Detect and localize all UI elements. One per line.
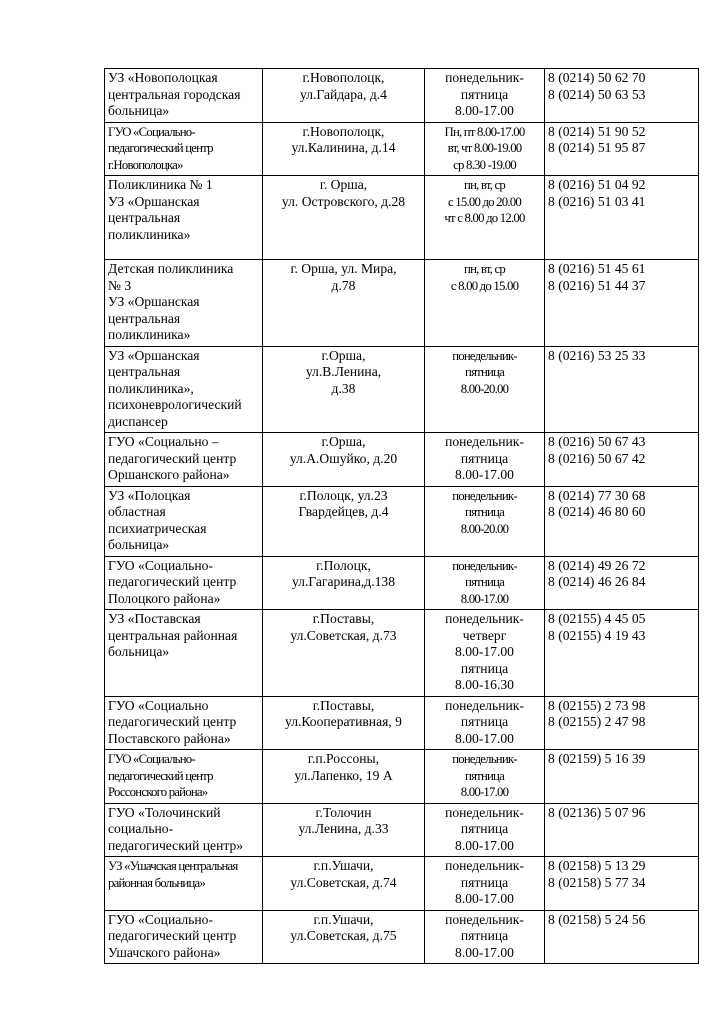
table-row <box>105 260 699 347</box>
phone-number: 8 (0216) 51 45 61 <box>548 261 646 276</box>
phone-number: 8 (0216) 51 04 92 <box>548 177 646 192</box>
institution-name-line: социально- <box>108 821 174 836</box>
phone-cell <box>545 857 699 911</box>
table-row <box>105 433 699 487</box>
institution-name-line: областная <box>108 504 166 519</box>
address-line: д.38 <box>331 380 356 396</box>
hours-line: 8.00-17.00 <box>455 467 514 482</box>
phone-number: 8 (02155) 2 73 98 <box>548 697 646 713</box>
phone-cell <box>545 260 699 347</box>
phone-cell <box>545 69 699 123</box>
hours-line: пятница <box>465 365 504 379</box>
hours-line: с 8.00 до 15.00 <box>450 278 519 293</box>
institution-name-line: центральная <box>108 310 181 326</box>
address-cell <box>263 910 425 964</box>
hours-line: понедельник- <box>445 911 524 927</box>
hours-line: 8.00-20.00 <box>460 381 509 396</box>
address-line: г.Новополоцк, <box>302 70 385 85</box>
phone-number: 8 (0216) 50 67 43 <box>548 434 646 449</box>
hours-cell <box>425 696 545 750</box>
institution-name-line: ГУО «Социально- <box>108 911 213 927</box>
institution-name-line: ГУО «Социально- <box>108 124 195 139</box>
address-line: г.п.Ушачи, <box>313 858 374 873</box>
institution-name-line: педагогический центр <box>108 928 237 943</box>
address-line: г.п.Ушачи, <box>313 911 374 927</box>
institution-name-line: УЗ «Новополоцкая <box>108 70 218 85</box>
hours-line: 8.00-17.00 <box>455 891 514 906</box>
hours-line: понедельник- <box>445 434 524 449</box>
institution-name-line: ГУО «Социально- <box>108 752 195 766</box>
phone-number: 8 (02158) 5 77 34 <box>548 874 646 890</box>
table-row <box>105 69 699 123</box>
hours-line: 8.00-16.30 <box>455 677 514 692</box>
hours-line: пятница <box>460 821 509 836</box>
hours-line: 8.00-17.00 <box>455 730 514 746</box>
phone-cell <box>545 910 699 964</box>
address-line: ул.В.Ленина, <box>305 364 382 379</box>
address-cell <box>263 69 425 123</box>
hours-line: пятница <box>460 928 509 943</box>
institution-name-line: ГУО «Социально- <box>108 557 213 573</box>
hours-line: понедельник- <box>452 488 517 503</box>
institution-name-cell <box>105 69 263 123</box>
address-line: ул.Калинина, д.14 <box>291 140 396 155</box>
address-line: ул.Советская, д.73 <box>290 627 397 643</box>
institution-name-line: центральная районная <box>108 627 238 643</box>
address-line: г.Поставы, <box>312 611 375 626</box>
address-cell <box>263 556 425 610</box>
institution-name-cell <box>105 122 263 176</box>
address-cell <box>263 803 425 857</box>
hours-line: понедельник- <box>445 611 524 626</box>
phone-cell <box>545 803 699 857</box>
phone-number: 8 (02155) 2 47 98 <box>548 714 646 729</box>
hours-line: вт, чт 8.00-19.00 <box>447 141 522 155</box>
phone-number: 8 (0214) 77 30 68 <box>548 487 646 503</box>
institution-name-line: центральная городская <box>108 86 241 102</box>
hours-line: пятница <box>465 768 504 783</box>
institution-name-cell <box>105 176 263 260</box>
table-row <box>105 610 699 697</box>
address-line: ул.Гагарина,д.138 <box>291 574 396 589</box>
address-line: г. Орша, ул. Мира, <box>290 261 397 276</box>
address-cell <box>263 610 425 697</box>
address-cell <box>263 696 425 750</box>
institution-name-cell <box>105 750 263 804</box>
hours-line: пн, вт, ср <box>464 262 505 276</box>
hours-cell <box>425 122 545 176</box>
hours-cell <box>425 610 545 697</box>
table-body <box>105 69 699 964</box>
phone-cell <box>545 750 699 804</box>
address-cell <box>263 433 425 487</box>
hours-cell <box>425 260 545 347</box>
phone-number: 8 (0216) 51 03 41 <box>548 193 646 209</box>
address-cell <box>263 346 425 433</box>
institution-name-line: Поликлиника № 1 <box>108 177 213 192</box>
table-row <box>105 910 699 964</box>
phone-number: 8 (0216) 53 25 33 <box>548 347 646 363</box>
institution-name-line: Оршанского района» <box>108 467 230 482</box>
institution-name-line: психоневрологический <box>108 397 242 412</box>
institution-name-line: поликлиника» <box>108 327 191 342</box>
hours-line: понедельник- <box>452 558 517 573</box>
hours-cell <box>425 857 545 911</box>
institution-name-line: № 3 <box>108 277 132 293</box>
address-line: г.Орша, <box>321 347 366 363</box>
institution-name-line: педагогический центр <box>108 141 213 155</box>
institution-name-cell <box>105 610 263 697</box>
address-line: ул. Островского, д.28 <box>281 193 406 209</box>
hours-cell <box>425 556 545 610</box>
address-cell <box>263 750 425 804</box>
institution-name-line: г.Новополоцка» <box>108 157 183 172</box>
hours-line: понедельник- <box>445 858 524 873</box>
hours-cell <box>425 346 545 433</box>
address-line: г.Орша, <box>321 434 366 449</box>
phone-cell <box>545 696 699 750</box>
phone-number: 8 (0214) 51 95 87 <box>548 140 646 155</box>
institution-name-line: УЗ «Оршанская <box>108 294 200 309</box>
phone-cell <box>545 556 699 610</box>
phone-number: 8 (0214) 51 90 52 <box>548 123 646 139</box>
address-line: Гвардейцев, д.4 <box>298 504 389 519</box>
address-cell <box>263 486 425 556</box>
institution-name-line: педагогический центр» <box>108 837 244 853</box>
address-line: ул.Ленина, д.33 <box>298 821 389 836</box>
hours-line: 8.00-17.00 <box>455 837 514 853</box>
phone-cell <box>545 122 699 176</box>
phone-number: 8 (0214) 49 26 72 <box>548 557 646 573</box>
hours-line: ср 8.30 -19.00 <box>453 157 516 172</box>
institution-name-line: Поставского района» <box>108 730 231 746</box>
institution-name-line: ГУО «Социально <box>108 697 209 713</box>
phone-number: 8 (02155) 4 19 43 <box>548 627 646 643</box>
hours-line: пятница <box>460 714 509 729</box>
institution-name-line: Полоцкого района» <box>108 590 221 606</box>
institutions-table <box>104 68 699 964</box>
institution-name-line: УЗ «Полоцкая <box>108 487 191 503</box>
address-line: г.Полоцк, <box>316 557 371 573</box>
hours-line: пятница <box>460 660 509 676</box>
phone-number: 8 (0214) 50 62 70 <box>548 70 646 85</box>
address-line: г.Поставы, <box>312 697 375 713</box>
institution-name-cell <box>105 556 263 610</box>
table-row <box>105 696 699 750</box>
hours-line: пятница <box>460 450 509 466</box>
institution-name-cell <box>105 857 263 911</box>
institution-name-line: педагогический центр <box>108 714 237 729</box>
phone-number: 8 (02136) 5 07 96 <box>548 804 646 820</box>
address-line: г.п.Россоны, <box>307 751 380 766</box>
hours-cell <box>425 803 545 857</box>
hours-cell <box>425 433 545 487</box>
institution-name-line: УЗ «Оршанская <box>108 193 200 209</box>
phone-number: 8 (0214) 46 26 84 <box>548 574 646 589</box>
hours-line: чт с 8.00 до 12.00 <box>444 211 525 225</box>
address-cell <box>263 857 425 911</box>
institution-name-line: педагогический центр <box>108 768 213 783</box>
hours-line: Пн, пт 8.00-17.00 <box>444 124 525 139</box>
phone-number: 8 (02158) 5 13 29 <box>548 858 646 873</box>
address-line: ул.Кооперативная, 9 <box>285 714 402 729</box>
institution-name-line: Россонского района» <box>108 785 208 799</box>
institution-name-line: больница» <box>108 103 170 118</box>
hours-line: понедельник- <box>452 348 517 363</box>
address-line: ул.Гайдара, д.4 <box>300 86 387 102</box>
phone-number: 8 (02158) 5 24 56 <box>548 911 646 927</box>
institution-name-cell <box>105 696 263 750</box>
address-cell <box>263 260 425 347</box>
institution-name-cell <box>105 486 263 556</box>
address-line: ул.Советская, д.75 <box>290 928 397 943</box>
address-line: д.78 <box>331 277 356 293</box>
institution-name-line: психиатрическая <box>108 520 207 536</box>
phone-cell <box>545 176 699 260</box>
table-row <box>105 122 699 176</box>
hours-line: понедельник- <box>445 804 524 820</box>
hours-cell <box>425 486 545 556</box>
institution-name-line: УЗ «Оршанская <box>108 347 200 363</box>
address-line: ул.Лапенко, 19 А <box>294 767 393 783</box>
hours-line: пятница <box>465 505 504 519</box>
hours-line: 8.00-20.00 <box>460 521 509 536</box>
hours-line: четверг <box>462 627 507 643</box>
phone-cell <box>545 346 699 433</box>
hours-line: понедельник- <box>452 752 517 766</box>
address-cell <box>263 122 425 176</box>
institution-name-line: районная больница» <box>108 875 205 890</box>
hours-cell <box>425 910 545 964</box>
institution-name-line: УЗ «Поставская <box>108 611 201 626</box>
hours-line: пн, вт, ср <box>464 178 505 192</box>
document-page <box>104 68 698 964</box>
institution-name-cell <box>105 433 263 487</box>
hours-cell <box>425 750 545 804</box>
institution-name-line: Ушачского района» <box>108 944 221 960</box>
address-line: ул.Советская, д.74 <box>290 874 397 890</box>
institution-name-line: Детская поликлиника <box>108 261 234 276</box>
institution-name-line: педагогический центр <box>108 450 237 466</box>
table-row <box>105 857 699 911</box>
hours-line: 8.00-17.00 <box>455 944 514 960</box>
phone-number: 8 (02159) 5 16 39 <box>548 751 646 766</box>
hours-cell <box>425 69 545 123</box>
hours-line: с 15.00 до 20.00 <box>448 194 521 209</box>
institution-name-line: ГУО «Толочинский <box>108 804 221 820</box>
address-line: г.Полоцк, ул.23 <box>299 487 388 503</box>
institution-name-cell <box>105 260 263 347</box>
institution-name-line: поликлиника» <box>108 226 191 242</box>
address-line: г. Орша, <box>319 177 368 192</box>
phone-cell <box>545 433 699 487</box>
address-cell <box>263 176 425 260</box>
institution-name-cell <box>105 803 263 857</box>
table-row <box>105 176 699 260</box>
institution-name-line: педагогический центр <box>108 574 237 589</box>
institution-name-line: больница» <box>108 644 170 659</box>
table-row <box>105 803 699 857</box>
table-row <box>105 750 699 804</box>
hours-line: пятница <box>460 86 509 102</box>
phone-number: 8 (02155) 4 45 05 <box>548 611 646 626</box>
address-line: г.Толочин <box>315 804 372 820</box>
phone-cell <box>545 486 699 556</box>
institution-name-line: центральная <box>108 210 181 225</box>
hours-line: 8.00-17.00 <box>460 785 509 799</box>
hours-line: 8.00-17.00 <box>460 591 509 606</box>
hours-line: 8.00-17.00 <box>455 103 514 118</box>
hours-cell <box>425 176 545 260</box>
hours-line: 8.00-17.00 <box>455 644 514 659</box>
institution-name-line: диспансер <box>108 413 168 429</box>
phone-number: 8 (0216) 51 44 37 <box>548 277 646 293</box>
phone-cell <box>545 610 699 697</box>
hours-line: понедельник- <box>445 697 524 713</box>
hours-line: понедельник- <box>445 70 524 85</box>
table-row <box>105 556 699 610</box>
institution-name-line: больница» <box>108 537 170 552</box>
institution-name-line: ГУО «Социально – <box>108 434 219 449</box>
institution-name-line: УЗ «Ушачская центральная <box>108 859 238 873</box>
address-line: г.Новополоцк, <box>302 123 385 139</box>
institution-name-cell <box>105 910 263 964</box>
hours-line: пятница <box>460 874 509 890</box>
phone-number: 8 (0216) 50 67 42 <box>548 450 646 466</box>
institution-name-line: поликлиника», <box>108 380 194 396</box>
hours-line: пятница <box>465 575 504 589</box>
table-row <box>105 486 699 556</box>
phone-number: 8 (0214) 46 80 60 <box>548 504 646 519</box>
address-line: ул.А.Ошуйко, д.20 <box>289 450 398 466</box>
institution-name-cell <box>105 346 263 433</box>
phone-number: 8 (0214) 50 63 53 <box>548 86 646 102</box>
institution-name-line: центральная <box>108 364 181 379</box>
table-row <box>105 346 699 433</box>
